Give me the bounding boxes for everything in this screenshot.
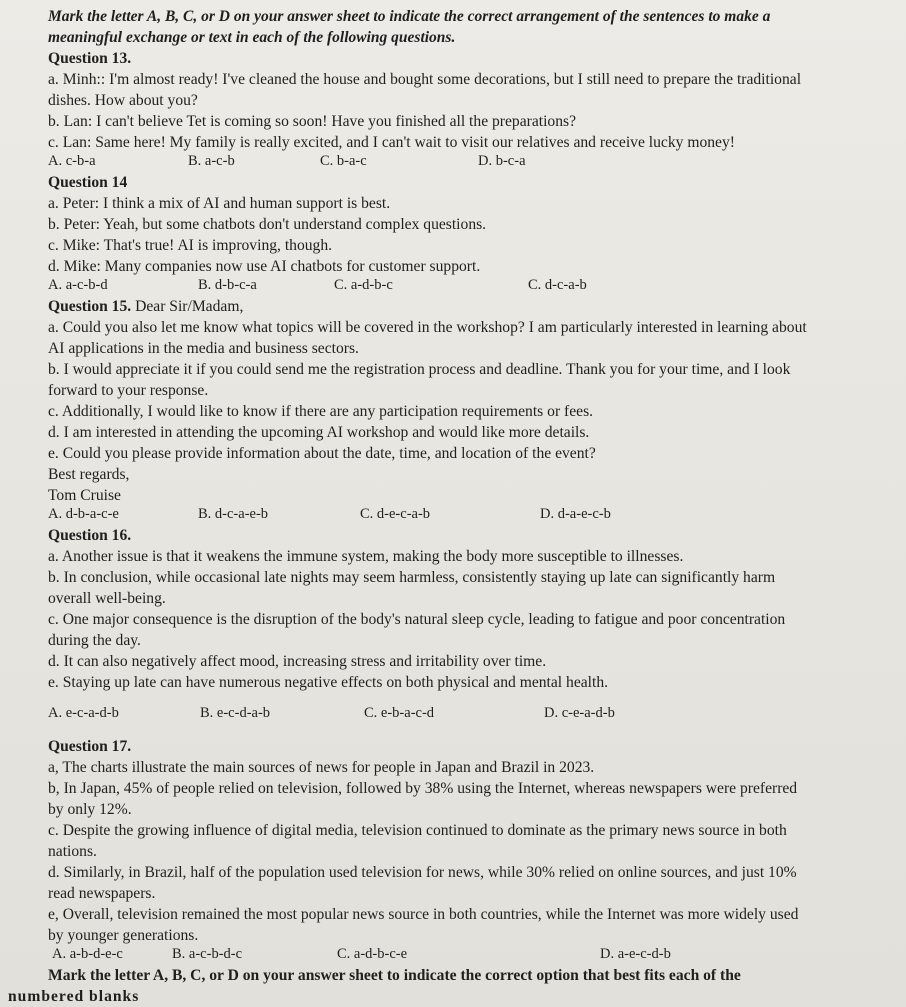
option-c[interactable]: C. a-d-b-c-e <box>337 946 408 962</box>
answer-options <box>48 504 888 525</box>
option-b[interactable]: B. a-c-b <box>188 153 235 169</box>
answer-options <box>52 944 888 965</box>
question-line: dishes. How about you? <box>48 92 198 109</box>
option-a[interactable]: A. a-c-b-d <box>48 277 108 293</box>
option-b[interactable]: B. e-c-d-a-b <box>200 705 271 721</box>
question-13 <box>48 48 888 172</box>
option-d[interactable]: D. a-e-c-d-b <box>600 946 671 962</box>
question-line: overall well-being. <box>48 590 166 607</box>
question-title: Question 16. <box>48 527 132 544</box>
question-line: by only 12%. <box>48 801 132 818</box>
question-line: c. Despite the growing influence of digital media, television continued to dominate as the primary news source in both <box>48 822 787 839</box>
question-line: d. I am interested in attending the upcoming AI workshop and would like more details. <box>48 424 590 441</box>
answer-options <box>48 703 888 724</box>
option-c[interactable]: C. a-d-b-c <box>334 277 393 293</box>
question-line: b. In conclusion, while occasional late nights may seem harmless, consistently staying up late can significantly harm <box>48 569 776 586</box>
option-d[interactable]: D. d-a-e-c-b <box>540 506 611 522</box>
question-line: d. Similarly, in Brazil, half of the population used television for news, while 30% relied on online sources, and just 10% <box>48 864 797 881</box>
question-line: c. One major consequence is the disruption of the body's natural sleep cycle, leading to fatigue and poor concentration <box>48 611 786 628</box>
answer-options <box>48 275 888 296</box>
question-line: a. Peter: I think a mix of AI and human support is best. <box>48 195 391 212</box>
question-line: e, Overall, television remained the most popular news source in both countries, while the Internet was more widely used <box>48 906 799 923</box>
question-line: c. Additionally, I would like to know if there are any participation requirements or fees. <box>48 403 594 420</box>
option-c[interactable]: C. b-a-c <box>320 153 367 169</box>
question-line: a. Could you also let me know what topics will be covered in the workshop? I am particularly interested in learning about <box>48 319 807 336</box>
question-line: by younger generations. <box>48 927 199 944</box>
question-line: nations. <box>48 843 97 860</box>
option-a[interactable]: A. e-c-a-d-b <box>48 705 119 721</box>
footer-instructions-line-2: numbered blanks <box>8 988 140 1005</box>
option-c[interactable]: C. d-e-c-a-b <box>360 506 431 522</box>
option-a[interactable]: A. a-b-d-e-c <box>52 946 123 962</box>
question-line: during the day. <box>48 632 141 649</box>
option-b[interactable]: B. d-b-c-a <box>198 277 257 293</box>
question-title: Question 17. <box>48 738 132 755</box>
question-title: Question 15. <box>48 298 132 315</box>
question-line: b. Peter: Yeah, but some chatbots don't understand complex questions. <box>48 216 487 233</box>
answer-options <box>48 151 888 172</box>
option-c[interactable]: C. e-b-a-c-d <box>364 705 435 721</box>
question-header <box>48 296 888 317</box>
footer-instructions-line-1: Mark the letter A, B, C, or D on your answer sheet to indicate the correct option that best fits each of the <box>48 967 741 984</box>
letter-closing: Best regards, <box>48 466 130 483</box>
option-d[interactable]: D. c-e-a-d-b <box>544 705 615 721</box>
question-line: a. Another issue is that it weakens the immune system, making the body more susceptible to illnesses. <box>48 548 684 565</box>
question-line: a. Minh:: I'm almost ready! I've cleaned the house and bought some decorations, but I still need to prepare the traditional <box>48 71 802 88</box>
question-title: Question 13. <box>48 50 132 67</box>
question-line: d. Mike: Many companies now use AI chatbots for customer support. <box>48 258 481 275</box>
option-a[interactable]: A. c-b-a <box>48 153 96 169</box>
option-b[interactable]: B. a-c-b-d-c <box>172 946 243 962</box>
question-line: e. Could you please provide information about the date, time, and location of the event? <box>48 445 596 462</box>
question-line: forward to your response. <box>48 382 209 399</box>
question-line: c. Lan: Same here! My family is really excited, and I can't wait to visit our relatives and receive lucky money! <box>48 134 735 151</box>
question-line: b. Lan: I can't believe Tet is coming so soon! Have you finished all the preparations? <box>48 113 577 130</box>
option-d[interactable]: C. d-c-a-b <box>528 277 587 293</box>
instructions-line-2: meaningful exchange or text in each of the following questions. <box>48 29 456 46</box>
question-line: d. It can also negatively affect mood, increasing stress and irritability over time. <box>48 653 547 670</box>
question-line: c. Mike: That's true! AI is improving, though. <box>48 237 333 254</box>
question-title: Question 14 <box>48 174 128 191</box>
question-14 <box>48 172 888 296</box>
question-line: b, In Japan, 45% of people relied on television, followed by 38% using the Internet, whereas newspapers were preferred <box>48 780 798 797</box>
letter-salutation: Dear Sir/Madam, <box>135 298 244 315</box>
letter-signature: Tom Cruise <box>48 487 121 504</box>
question-line: a, The charts illustrate the main sources of news for people in Japan and Brazil in 2023. <box>48 759 595 776</box>
instructions-line-1: Mark the letter A, B, C, or D on your answer sheet to indicate the correct arrangement of the sentences to make a <box>48 8 771 25</box>
question-17 <box>48 736 888 965</box>
question-line: read newspapers. <box>48 885 156 902</box>
option-d[interactable]: D. b-c-a <box>478 153 526 169</box>
option-b[interactable]: B. d-c-a-e-b <box>198 506 269 522</box>
question-line: e. Staying up late can have numerous negative effects on both physical and mental health. <box>48 674 609 691</box>
question-line: AI applications in the media and business sectors. <box>48 340 359 357</box>
question-16 <box>48 525 888 724</box>
question-15 <box>48 296 888 525</box>
option-a[interactable]: A. d-b-a-c-e <box>48 506 119 522</box>
question-line: b. I would appreciate it if you could send me the registration process and deadline. Thank you for your time, and I look <box>48 361 791 378</box>
